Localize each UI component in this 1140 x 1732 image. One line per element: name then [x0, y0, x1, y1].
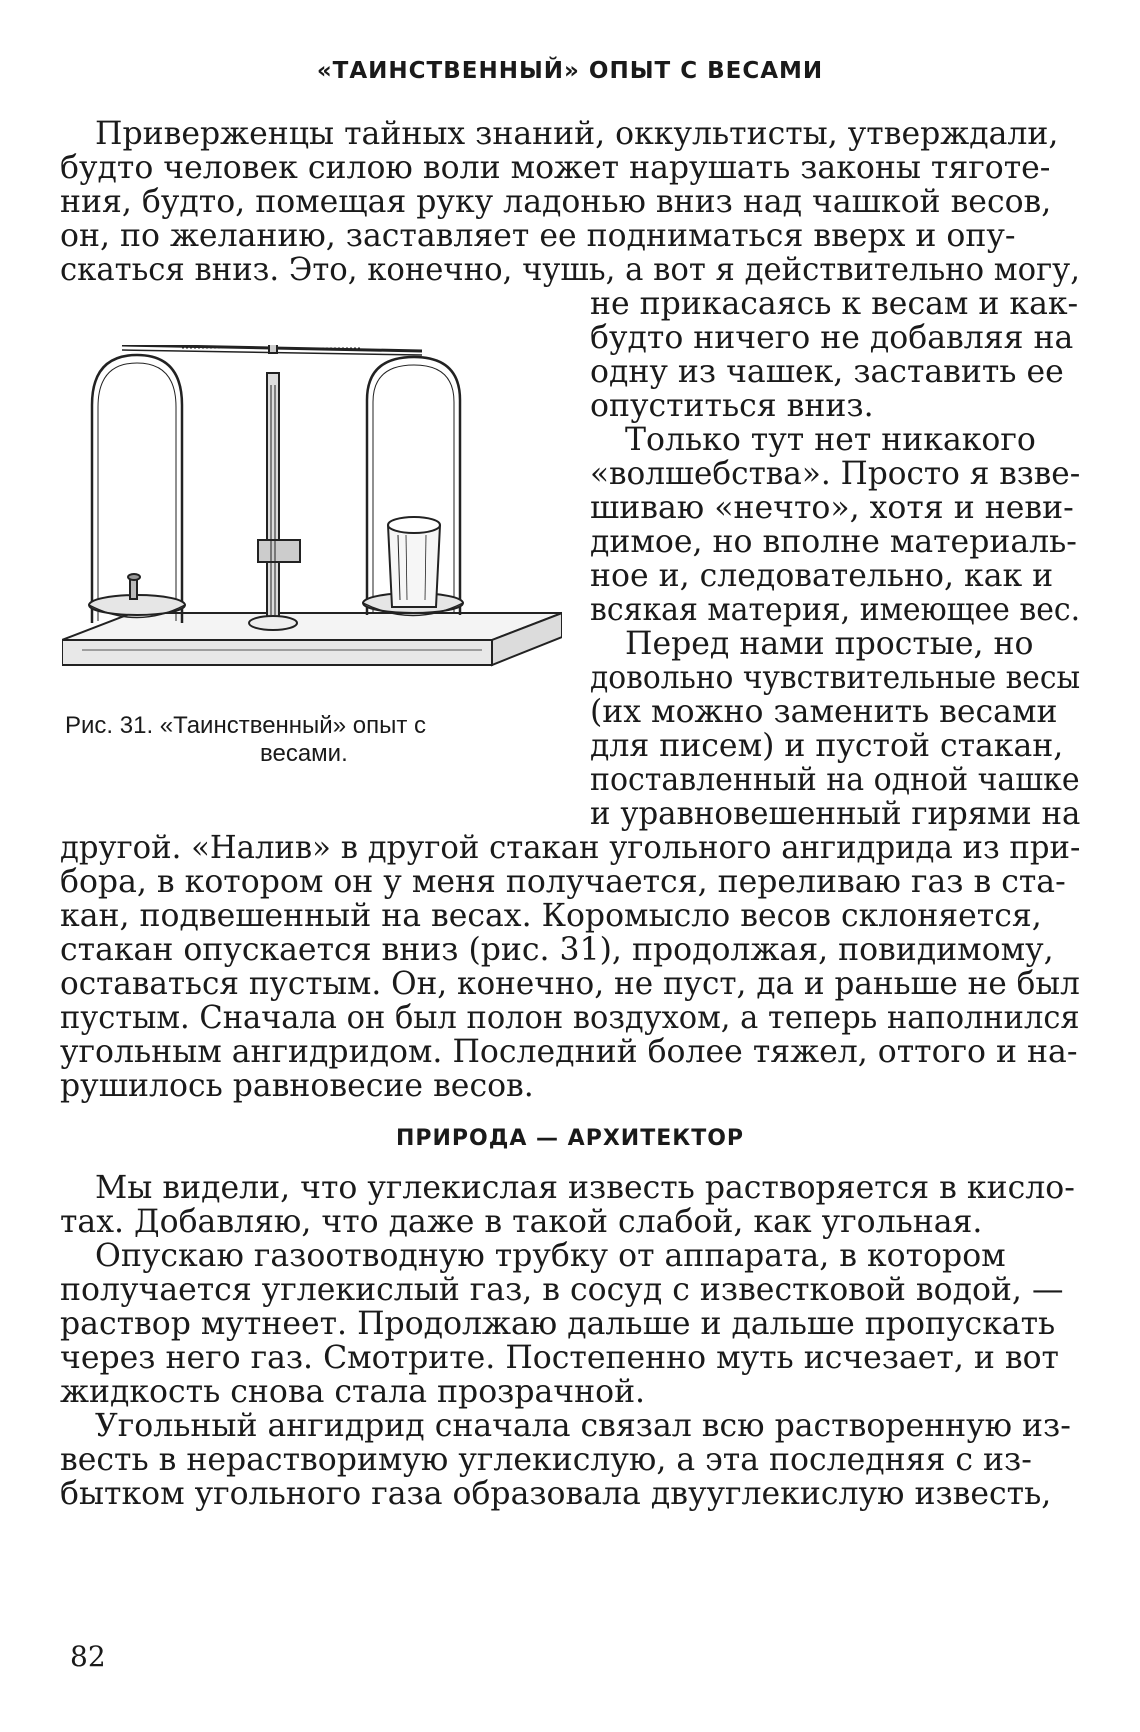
text-line: шиваю «нечто», хотя и неви-: [590, 490, 1074, 526]
text-line: Приверженцы тайных знаний, оккультисты, утверждали,: [95, 116, 1059, 152]
text-line: поставленный на одной чашке: [590, 762, 1080, 798]
text-line: оставаться пустым. Он, конечно, не пуст, да и раньше не был: [60, 966, 1080, 1002]
text-line: будто человек силою воли может нарушать законы тяготе-: [60, 150, 1051, 186]
text-line: Мы видели, что углекислая известь растворяется в кисло-: [95, 1170, 1075, 1206]
text-line: он, по желанию, заставляет ее подниматься вверх и опу-: [60, 218, 1016, 254]
text-line: Угольный ангидрид сначала связал всю растворенную из-: [95, 1408, 1071, 1444]
figure-caption: Рис. 31. «Таинственный» опыт с: [65, 712, 426, 739]
text-line: всякая материя, имеющее вес.: [590, 592, 1081, 628]
text-line: стакан опускается вниз (рис. 31), продолжая, повидимому,: [60, 932, 1054, 968]
section-title-nature-architect: ПРИРОДА — АРХИТЕКТОР: [395, 1126, 745, 1151]
text-line: бора, в котором он у меня получается, переливаю газ в ста-: [60, 864, 1066, 900]
text-line: другой. «Налив» в другой стакан угольного ангидрида из при-: [60, 830, 1081, 866]
text-line: (их можно заменить весами: [590, 694, 1058, 730]
text-line: пустым. Сначала он был полон воздухом, а теперь наполнился: [60, 1000, 1080, 1036]
text-line: Только тут нет никакого: [625, 422, 1036, 458]
text-line: угольным ангидридом. Последний более тяжел, оттого и на-: [60, 1034, 1078, 1070]
text-line: рушилось равновесие весов.: [60, 1068, 534, 1104]
text-line: довольно чувствительные весы: [590, 660, 1081, 696]
text-line: для писем) и пустой стакан,: [590, 728, 1064, 764]
text-line: бытком угольного газа образовала двууглекислую известь,: [60, 1476, 1052, 1512]
text-line: не прикасаясь к весам и как-: [590, 286, 1079, 322]
text-line: получается углекислый газ, в сосуд с известковой водой, —: [60, 1272, 1064, 1308]
text-line: «волшебства». Просто я взве-: [590, 456, 1081, 492]
balance-scales-illustration: [62, 345, 562, 735]
text-line: жидкость снова стала прозрачной.: [60, 1374, 646, 1410]
text-line: димое, но вполне материаль-: [590, 524, 1077, 560]
text-line: скаться вниз. Это, конечно, чушь, а вот я действительно могу,: [60, 252, 1080, 288]
text-line: одну из чашек, заставить ее: [590, 354, 1064, 390]
section-title-scales: «ТАИНСТВЕННЫЙ» ОПЫТ С ВЕСАМИ: [316, 58, 824, 84]
text-line: Опускаю газоотводную трубку от аппарата, в котором: [95, 1238, 1006, 1274]
text-line: ное и, следовательно, как и: [590, 558, 1054, 594]
text-line: опуститься вниз.: [590, 388, 874, 424]
text-line: и уравновешенный гирями на: [590, 796, 1081, 832]
text-line: через него газ. Смотрите. Постепенно муть исчезает, и вот: [60, 1340, 1059, 1376]
text-line: кан, подвешенный на весах. Коромысло весов склоняется,: [60, 898, 1042, 934]
text-line: весть в нерастворимую углекислую, а эта последняя с из-: [60, 1442, 1032, 1478]
figure-caption-continued: весами.: [260, 740, 348, 767]
text-line: Перед нами простые, но: [625, 626, 1034, 662]
page-number: 82: [70, 1640, 106, 1673]
text-line: тах. Добавляю, что даже в такой слабой, как угольная.: [60, 1204, 983, 1240]
text-line: будто ничего не добавляя на: [590, 320, 1074, 356]
text-line: ния, будто, помещая руку ладонью вниз над чашкой весов,: [60, 184, 1052, 220]
text-line: раствор мутнеет. Продолжаю дальше и дальше пропускать: [60, 1306, 1056, 1342]
